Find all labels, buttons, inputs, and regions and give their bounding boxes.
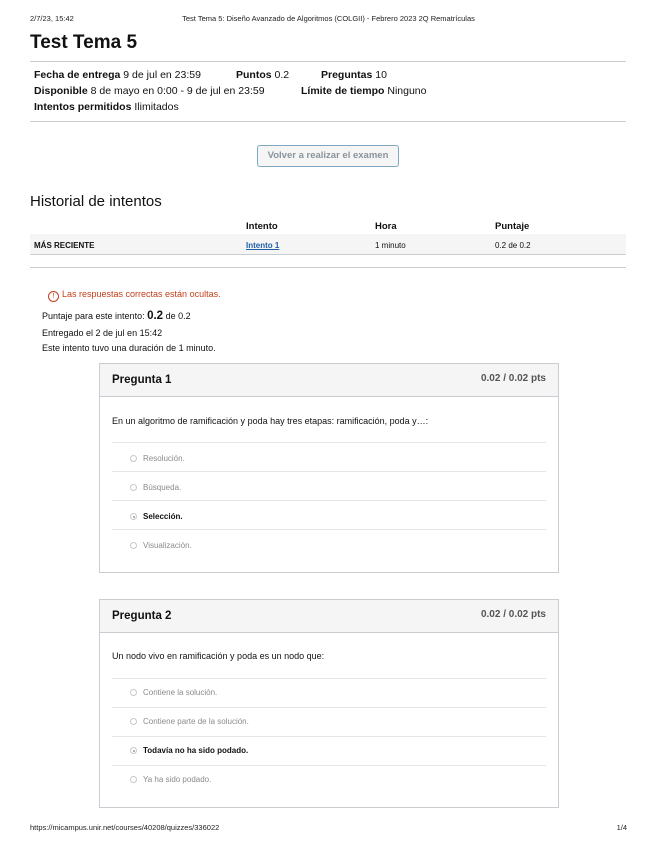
questions-label: Preguntas — [321, 69, 373, 81]
answers-hidden-notice — [48, 289, 221, 302]
radio-button — [130, 689, 137, 696]
time-limit-value: Ninguno — [387, 85, 427, 97]
score-suffix: de 0.2 — [165, 311, 191, 321]
radio-button-checked — [130, 747, 137, 754]
option-label: Ya ha sido podado. — [143, 775, 212, 784]
print-url: https://micampus.unir.net/courses/40208/quizzes/336022 — [30, 823, 220, 832]
warning-icon: ! — [48, 291, 59, 302]
question-header — [100, 600, 558, 633]
option-divider — [112, 529, 546, 530]
question-header — [100, 364, 558, 397]
radio-button — [130, 542, 137, 549]
divider — [30, 121, 626, 122]
answer-option — [130, 775, 211, 784]
available-value: 8 de mayo en 0:00 - 9 de jul en 23:59 — [90, 85, 265, 97]
question-points: 0.02 / 0.02 pts — [480, 373, 546, 384]
radio-button-checked — [130, 513, 137, 520]
attempt-time: 1 minuto — [375, 241, 406, 250]
attempts-value: Ilimitados — [134, 101, 179, 113]
notice-text: Las respuestas correctas están ocultas. — [62, 289, 221, 299]
attempts-meta — [34, 101, 179, 113]
radio-button — [130, 455, 137, 462]
option-label: Contiene parte de la solución. — [143, 717, 249, 726]
question-title: Pregunta 1 — [112, 374, 172, 386]
questions-value: 10 — [375, 69, 387, 81]
option-label: Todavía no ha sido podado. — [143, 746, 249, 755]
option-label: Resolución. — [143, 454, 185, 463]
option-divider — [112, 500, 546, 501]
radio-button — [130, 718, 137, 725]
question-text: En un algoritmo de ramificación y poda hay tres etapas: ramificación, poda y…: — [112, 416, 429, 426]
answer-option-selected — [130, 512, 183, 521]
score-value: 0.2 — [147, 310, 164, 322]
option-divider — [112, 442, 546, 443]
questions-meta — [321, 69, 387, 81]
history-header-time: Hora — [375, 221, 397, 232]
answer-option — [130, 541, 192, 550]
points-label: Puntos — [236, 69, 272, 81]
history-title: Historial de intentos — [30, 193, 162, 210]
available-label: Disponible — [34, 85, 88, 97]
time-limit-label: Límite de tiempo — [301, 85, 385, 97]
due-value: 9 de jul en 23:59 — [123, 69, 201, 81]
table-row — [30, 234, 626, 254]
score-prefix: Puntaje para este intento: — [42, 311, 145, 321]
option-divider — [112, 678, 546, 679]
print-date: 2/7/23, 15:42 — [30, 14, 74, 23]
attempts-label: Intentos permitidos — [34, 101, 132, 113]
table-divider — [30, 254, 626, 255]
question-points: 0.02 / 0.02 pts — [480, 609, 546, 620]
history-header-attempt: Intento — [246, 221, 278, 232]
retake-quiz-button[interactable]: Volver a realizar el examen — [257, 145, 399, 167]
divider — [30, 61, 626, 62]
points-meta — [236, 69, 289, 81]
option-label: Búsqueda. — [143, 483, 182, 492]
answer-option — [130, 717, 249, 726]
history-header-score: Puntaje — [495, 221, 530, 232]
option-label: Selección. — [143, 512, 183, 521]
most-recent-label: MÁS RECIENTE — [34, 241, 95, 250]
option-divider — [112, 707, 546, 708]
radio-button — [130, 484, 137, 491]
points-value: 0.2 — [274, 69, 290, 81]
print-document-title: Test Tema 5: Diseño Avanzado de Algoritmos (COLGII) - Febrero 2023 2Q Rematrículas — [182, 14, 475, 23]
submitted-text: Entregado el 2 de jul en 15:42 — [42, 328, 163, 338]
attempt-1-link[interactable]: Intento 1 — [246, 241, 280, 250]
answer-option-selected — [130, 746, 248, 755]
score-summary — [42, 310, 191, 322]
question-title: Pregunta 2 — [112, 610, 172, 622]
question-card — [99, 363, 559, 573]
question-text: Un nodo vivo en ramificación y poda es un nodo que: — [112, 651, 325, 661]
due-label: Fecha de entrega — [34, 69, 121, 81]
answer-option — [130, 454, 185, 463]
question-card — [99, 599, 559, 808]
time-limit-meta — [301, 85, 426, 97]
answer-option — [130, 483, 181, 492]
meta-row-1 — [34, 69, 201, 81]
option-label: Contiene la solución. — [143, 688, 218, 697]
divider — [30, 267, 626, 268]
attempt-score: 0.2 de 0.2 — [495, 241, 531, 250]
option-divider — [112, 765, 546, 766]
available-meta — [34, 85, 265, 97]
print-page-number: 1/4 — [616, 823, 627, 832]
answer-option — [130, 688, 217, 697]
duration-text: Este intento tuvo una duración de 1 minuto. — [42, 343, 216, 353]
option-label: Visualización. — [143, 541, 192, 550]
radio-button — [130, 776, 137, 783]
option-divider — [112, 471, 546, 472]
option-divider — [112, 736, 546, 737]
page-title: Test Tema 5 — [30, 32, 138, 53]
